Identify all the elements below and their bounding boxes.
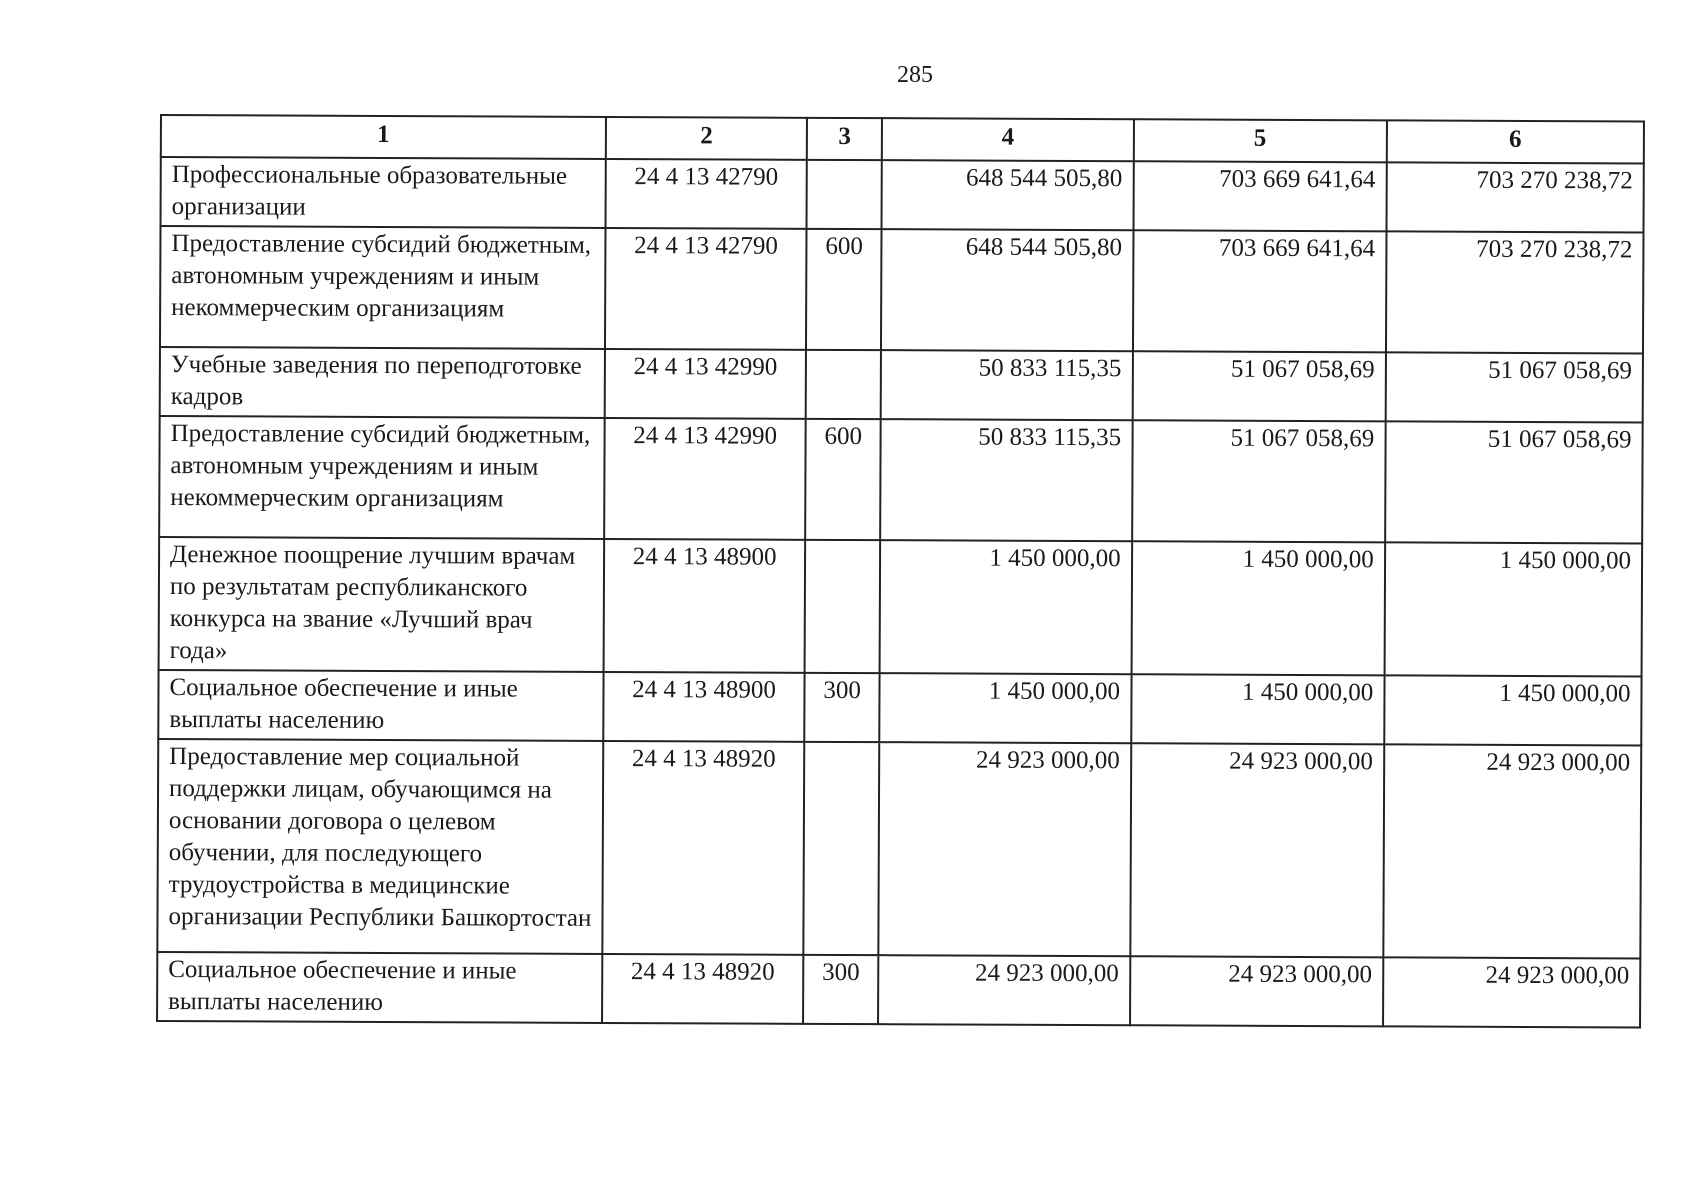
row-code: 24 4 13 42990: [604, 418, 805, 540]
row-value-col5: 703 669 641,64: [1133, 161, 1386, 231]
table-row: [161, 157, 1644, 232]
row-value-col6: 703 270 238,72: [1386, 231, 1644, 353]
row-value-col6: 1 450 000,00: [1384, 675, 1642, 745]
row-expense-type: 600: [805, 419, 881, 540]
column-header-6: 6: [1387, 120, 1644, 163]
row-value-col4: 24 923 000,00: [879, 742, 1131, 956]
table-row: [160, 347, 1643, 422]
row-value-col5: 51 067 058,69: [1132, 420, 1386, 542]
row-expense-type: 300: [803, 955, 879, 1024]
row-code: 24 4 13 48900: [604, 539, 806, 673]
row-expense-type: [805, 540, 881, 673]
table-row: [158, 670, 1641, 745]
row-code: 24 4 13 42790: [605, 228, 806, 350]
page-number: 285: [897, 62, 933, 88]
row-value-col4: 24 923 000,00: [878, 955, 1129, 1025]
row-value-col5: 1 450 000,00: [1131, 674, 1384, 744]
row-value-col5: 703 669 641,64: [1133, 230, 1387, 352]
table-row: [159, 537, 1643, 676]
row-code: 24 4 13 48900: [603, 672, 804, 742]
row-value-col6: 24 923 000,00: [1383, 744, 1641, 958]
row-expense-type: 300: [804, 673, 880, 742]
row-code: 24 4 13 42990: [605, 349, 806, 419]
table-row: [160, 226, 1644, 353]
table-row: [159, 416, 1643, 543]
row-name: Социальное обеспечение и иные выплаты населению: [157, 952, 602, 1023]
column-header-5: 5: [1133, 119, 1386, 162]
row-name: Предоставление субсидий бюджетным, автономным учреждениям и иным некоммерческим организациям: [159, 416, 605, 539]
column-header-2: 2: [606, 117, 807, 160]
row-value-col5: 1 450 000,00: [1131, 541, 1385, 675]
budget-table: [156, 114, 1645, 1028]
row-name: Профессиональные образовательные организации: [161, 157, 606, 228]
row-value-col5: 24 923 000,00: [1130, 956, 1383, 1026]
row-expense-type: 600: [806, 229, 882, 350]
row-value-col4: 50 833 115,35: [881, 419, 1133, 541]
table-row: [157, 952, 1640, 1027]
row-code: 24 4 13 42790: [606, 159, 807, 229]
row-expense-type: [803, 742, 879, 955]
row-value-col4: 648 544 505,80: [881, 229, 1133, 351]
row-value-col4: 1 450 000,00: [880, 673, 1131, 743]
table-row: [157, 739, 1641, 958]
column-header-3: 3: [807, 118, 883, 160]
row-value-col6: 51 067 058,69: [1385, 352, 1643, 422]
row-expense-type: [806, 350, 882, 419]
row-code: 24 4 13 48920: [602, 741, 804, 955]
row-value-col4: 50 833 115,35: [881, 350, 1132, 420]
row-name: Предоставление субсидий бюджетным, автономным учреждениям и иным некоммерческим организациям: [160, 226, 606, 349]
row-value-col4: 648 544 505,80: [882, 160, 1133, 230]
row-name: Учебные заведения по переподготовке кадров: [160, 347, 605, 418]
row-name: Денежное поощрение лучшим врачам по результатам республиканского конкурса на звание «Лучший врач года»: [159, 537, 605, 672]
row-value-col5: 51 067 058,69: [1132, 351, 1385, 421]
row-value-col4: 1 450 000,00: [880, 540, 1132, 674]
row-name: Предоставление мер социальной поддержки лицам, обучающимся на основании договора о целевом обучении, для последующего трудоустройства в медицинские организации Республики Башкортостан: [157, 739, 603, 954]
row-name: Социальное обеспечение и иные выплаты населению: [158, 670, 603, 741]
column-header-1: 1: [161, 115, 606, 159]
row-value-col5: 24 923 000,00: [1130, 743, 1384, 957]
row-code: 24 4 13 48920: [602, 954, 803, 1024]
row-value-col6: 703 270 238,72: [1386, 162, 1644, 232]
row-value-col6: 51 067 058,69: [1385, 421, 1643, 543]
column-header-4: 4: [882, 118, 1133, 161]
header-row: [161, 115, 1644, 163]
row-expense-type: [807, 160, 883, 229]
row-value-col6: 1 450 000,00: [1384, 542, 1642, 676]
budget-table-container: [156, 114, 1645, 1028]
row-value-col6: 24 923 000,00: [1383, 957, 1641, 1027]
